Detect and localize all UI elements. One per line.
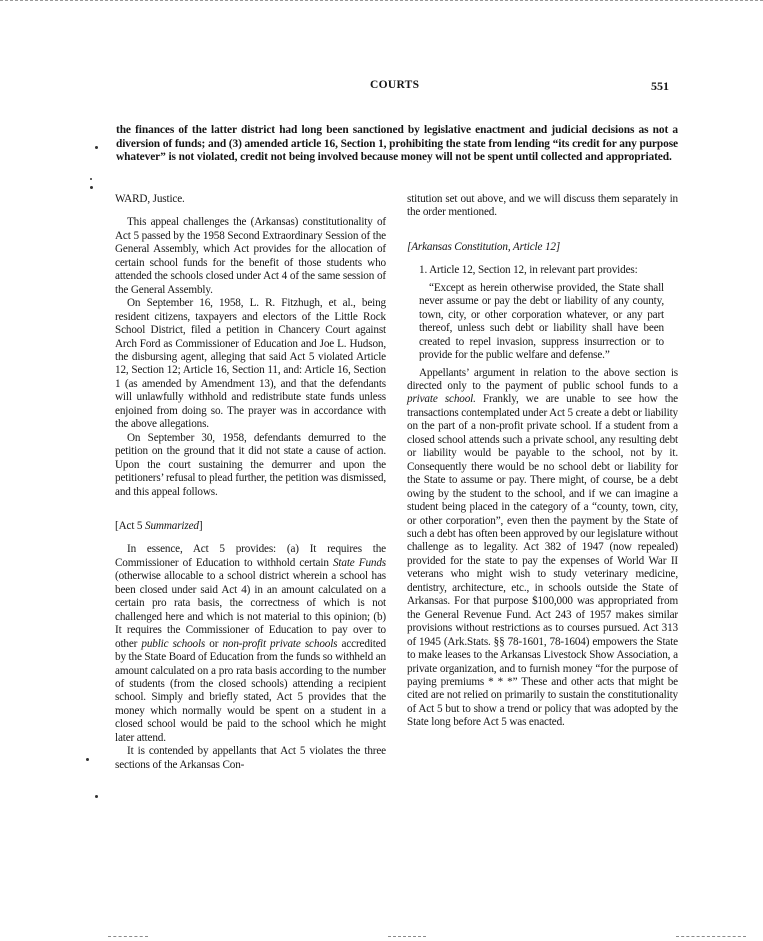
text-run: In essence, Act 5 provides: (a) It requires the Commissioner of Education to withhold certain [115,543,386,569]
top-border [0,0,763,3]
right-column [407,193,678,730]
heading-bracket-close: ] [198,519,203,532]
margin-mark [90,178,92,180]
paragraph-continuation: stitution set out above, and we will discuss them separately in the order mentioned. [407,193,678,219]
text-emphasis: private school. [407,393,476,406]
margin-mark [86,758,89,761]
section-heading-act5 [115,520,386,533]
headnote-text: the finances of the latter district had long been sanctioned by legislative enactment and judicial decisions as not a diversion of funds; and (3) amended article 16, Section 1, prohibiting the state from lending “its credit for any purpose whatever” is not violated, credit not being involved because money will not be spent until collected and appropriated. [116,124,678,164]
running-head-title: COURTS [370,79,420,91]
margin-mark [95,795,98,798]
page-number: 551 [651,79,669,93]
bottom-rule [676,936,746,938]
bottom-rule [388,936,426,938]
headnote [116,124,678,165]
text-emphasis: non-profit private schools [222,637,338,650]
heading-bracket-open: [Act 5 [115,519,146,532]
margin-mark [90,186,93,189]
block-quote: “Except as herein otherwise provided, the State shall never assume or pay the debt or liability of any county, town, city, or other corporation whatever, or any part thereof, unless such debt or liability shall have been created to repel invasion, suppress insurrection or to provide for the public welfare and defense.” [419,281,664,362]
text-run: or [205,637,223,650]
text-run: Frankly, we are unable to see how the transactions contemplated under Act 5 create a debt or liability on the part of a non-profit private school. If a student from a closed school attends such a private school, any resulting debt or liability would be payable to the school, not by it. Consequently there would be no school debt or liability for the State to assume or pay. There might, of course, be a debt owing by the student to the school, and if we can imagine a student being placed in the category of a “county, town, city, or other corporation”, even then the payment by the State of such a debt has often been approved by our legislature without challenge as to legality. Act 382 of 1947 (now repealed) provided for the state to pay the expenses of World War II veterans who might wish to study veterinary medicine, dentistry, architecture, etc., in schools outside the State of Arkansas. For that purpose $100,000 was appropriated from the General Revenue Fund. Act 243 of 1957 makes similar provisions without restrictions as to courses pursued. Act 313 of 1945 (Ark.Stats. §§ 78-1601, 78-1604) empowers the State to make leases to the Arkansas Livestock Show Association, a private organization, and to furnish money “for the purpose of paying premiums * * *” These and other acts that might be cited are not relied on primarily to sustain the constitutionality of Act 5 but to show a trend or policy that was adopted by the State long before Act 5 was enacted. [407,393,678,729]
paragraph: It is contended by appellants that Act 5 violates the three sections of the Arkansas Con- [115,745,386,771]
bottom-rule [108,936,148,938]
text-emphasis: State Funds [332,556,386,569]
paragraph: 1. Article 12, Section 12, in relevant part provides: [419,264,638,277]
left-column [115,193,386,772]
text-run: accredited by the State Board of Education from the funds so withheld an amount calculated on a pro rata basis according to the number of students (from the closed schools) attending a recipient school. Simply and briefly stated, Act 5 provides that the money which normally would be spent on a student in a closed school would be paid to the school which he might later attend. [115,637,386,744]
byline: WARD, Justice. [115,193,185,205]
paragraph [115,543,386,745]
text-run: Appellants’ argument in relation to the above section is directed only to the payment of public school funds to a [407,366,678,392]
paragraph: On September 30, 1958, defendants demurred to the petition on the ground that it did not state a cause of action. Upon the court sustaining the demurrer and upon the petitioners’ refusal to plead further, the petition was dismissed, and this appeal follows. [115,431,386,498]
paragraph: On September 16, 1958, L. R. Fitzhugh, et al., being resident citizens, taxpayers and electors of the Little Rock School District, filed a petition in Chancery Court against Arch Ford as Commissioner of Education and Joe L. Hudson, the disbursing agent, alleging that said Act 5 violated Article 12, Section 12; Article 16, Section 11, and: Article 16, Section 1 (as amended by Amendment 13), and that the defendants will unlawfully withhold and redistribute state funds unless enjoined from doing so. The prayer was in accordance with the above allegations. [115,297,386,431]
margin-mark [95,146,98,149]
section-heading-constitution: [Arkansas Constitution, Article 12] [407,240,561,253]
text-emphasis: public schools [141,637,206,650]
running-head [0,79,763,95]
heading-emphasis: Summarized [145,519,199,532]
paragraph: This appeal challenges the (Arkansas) constitutionality of Act 5 passed by the 1958 Second Extraordinary Session of the General Assembly, which Act provides for the allocation of certain school funds for the benefit of those students who attended the schools closed under Act 4 of the same session of the General Assembly. [115,216,386,296]
paragraph [407,367,678,730]
text-run: (otherwise allocable to a school district wherein a school has been closed under said Act 4) in an amount calculated on a certain pro rata basis, the correctness of which is not challenged here and which is not material to this opinion; (b) It requires the Commissioner of Education to pay over to other [115,570,386,650]
